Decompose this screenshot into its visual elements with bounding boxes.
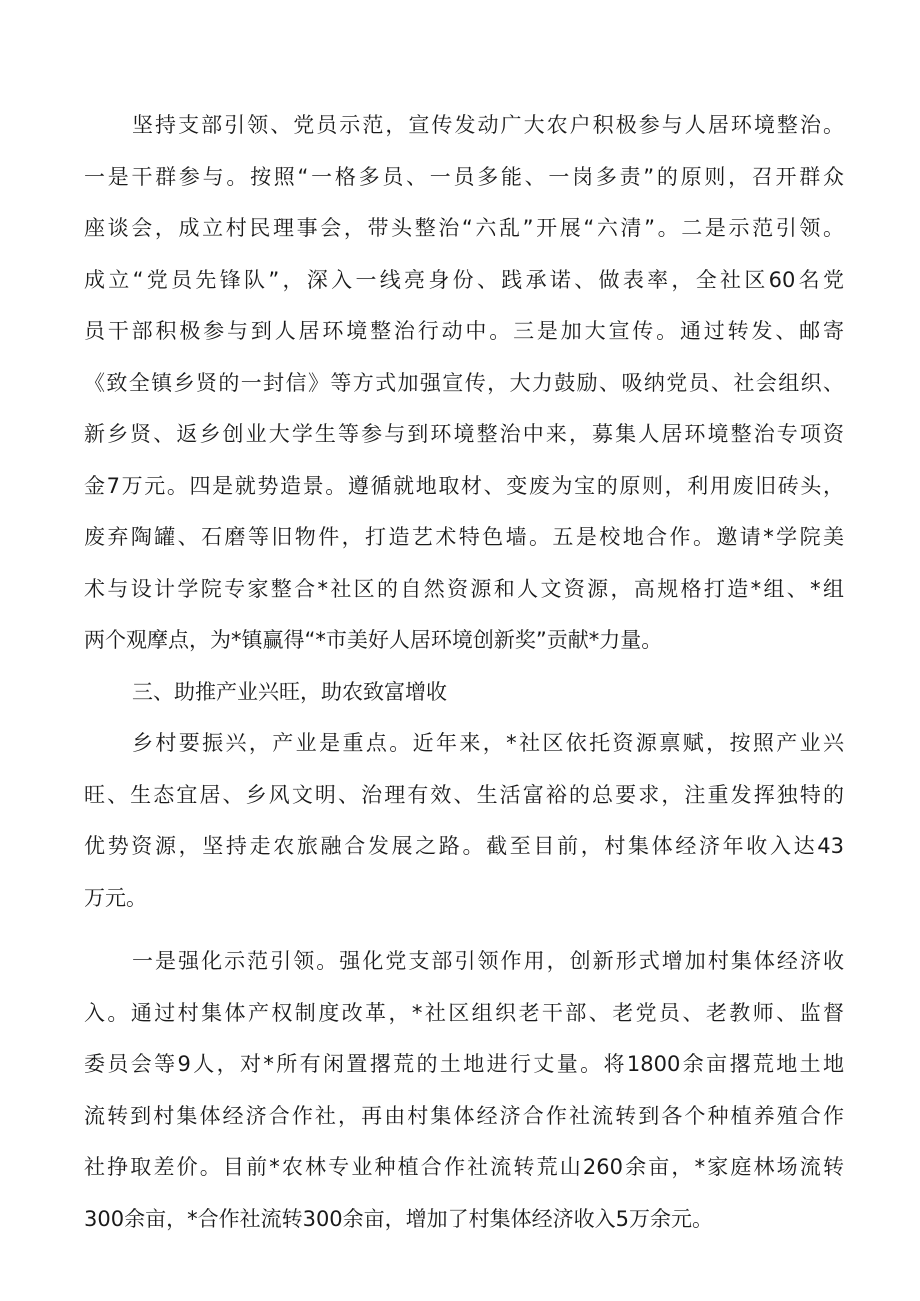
text-line: 废弃陶罐、石磨等旧物件，打造艺术特色墙。五是校地合作。邀请*学院美 (84, 525, 844, 549)
text-line: 一是干群参与。按照“一格多员、一员多能、一岗多责”的原则，召开群众 (84, 164, 844, 189)
text-line: 成立“党员先锋队”，深入一线亮身份、践承诺、做表率，全社区60名党 (84, 267, 844, 292)
section-heading: 三、助推产业兴旺，助农致富增收 (132, 679, 447, 704)
document-page (84, 100, 844, 1245)
text-line: 坚持支部引领、党员示范，宣传发动广大农户积极参与人居环境整治。 (132, 113, 844, 137)
text-line: 社挣取差价。目前*农林专业种植合作社流转荒山260余亩，*家庭林场流转 (84, 1155, 844, 1179)
paragraph-industry-intro (84, 718, 844, 924)
text-line: 新乡贤、返乡创业大学生等参与到环境整治中来，募集人居环境整治专项资 (84, 422, 844, 446)
text-line: 两个观摩点，为*镇赢得“*市美好人居环境创新奖”贡献*力量。 (84, 628, 663, 652)
text-line: 员干部积极参与到人居环境整治行动中。三是加大宣传。通过转发、邮寄 (84, 319, 844, 343)
text-line: 万元。 (84, 885, 147, 910)
text-line: 乡村要振兴，产业是重点。近年来，*社区依托资源禀赋，按照产业兴 (132, 731, 844, 755)
paragraph-demonstration (84, 936, 844, 1245)
text-line: 流转到村集体经济合作社，再由村集体经济合作社流转到各个种植养殖合作 (84, 1103, 844, 1128)
text-line: 金7万元。四是就势造景。遵循就地取材、变废为宝的原则，利用废旧砖头， (84, 473, 844, 498)
text-line: 《致全镇乡贤的一封信》等方式加强宣传，大力鼓励、吸纳党员、社会组织、 (84, 370, 844, 395)
text-line: 入。通过村集体产权制度改革，*社区组织老干部、老党员、老教师、监督 (84, 1000, 844, 1025)
text-line: 优势资源，坚持走农旅融合发展之路。截至目前，村集体经济年收入达43 (84, 834, 844, 858)
text-line: 委员会等9人，对*所有闲置撂荒的土地进行丈量。将1800余亩撂荒地土地 (84, 1052, 844, 1076)
text-line: 旺、生态宜居、乡风文明、治理有效、生活富裕的总要求，注重发挥独特的 (84, 782, 844, 807)
text-line: 300余亩，*合作社流转300余亩，增加了村集体经济收入5万余元。 (84, 1206, 714, 1231)
paragraph-party-leadership (84, 100, 844, 667)
text-line: 一是强化示范引领。强化党支部引领作用，创新形式增加村集体经济收 (132, 949, 844, 973)
text-line: 座谈会，成立村民理事会，带头整治“六乱”开展“六清”。二是示范引领。 (84, 216, 844, 240)
paragraph-gap (84, 924, 844, 936)
text-line: 术与设计学院专家整合*社区的自然资源和人文资源，高规格打造*组、*组 (84, 576, 844, 601)
